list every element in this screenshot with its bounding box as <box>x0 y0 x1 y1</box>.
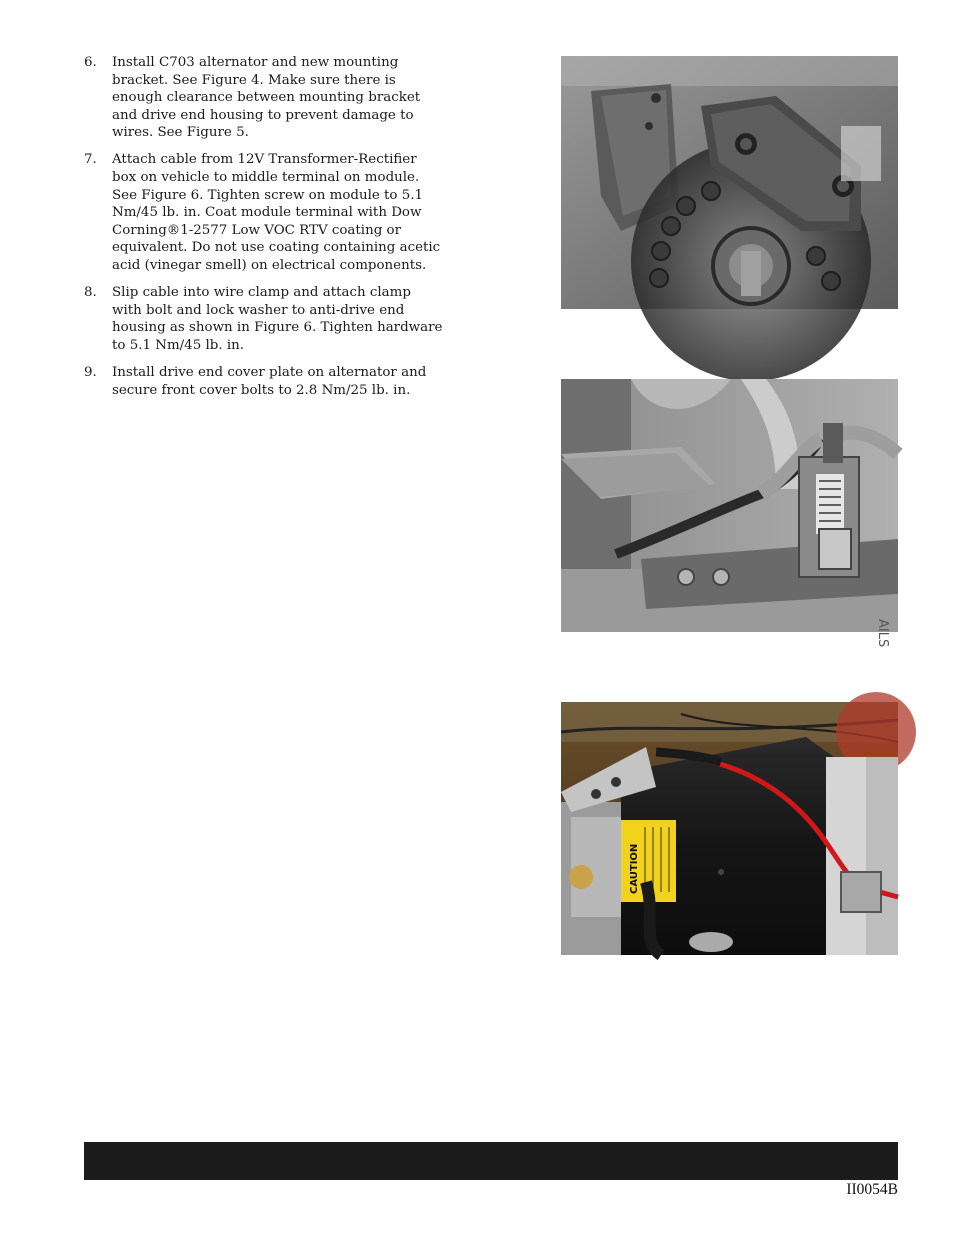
step-item <box>84 284 444 354</box>
step-text: Install C703 alternator and new mounting bracket. See Figure 4. Make sure there is enough clearance between mounting bracket and drive end housing to prevent damage to wires. See Figure 5. <box>112 55 421 141</box>
step-number: 7. <box>84 152 97 168</box>
figure-6-photo <box>561 702 898 955</box>
rails-label: AILS <box>875 619 890 648</box>
step-number: 9. <box>84 365 97 380</box>
document-id: II0054B <box>846 1181 898 1198</box>
step-text: Install drive end cover plate on alternator and secure front cover bolts to 2.8 Nm/25 lb. in. <box>112 365 427 398</box>
step-number: 8. <box>84 285 97 301</box>
cable-module-image <box>561 702 898 955</box>
step-item <box>84 151 444 274</box>
step-number: 6. <box>84 55 97 70</box>
caution-label: CAUTION <box>629 843 640 894</box>
bracket-clearance-image <box>561 379 898 648</box>
figure-4-photo <box>561 56 898 309</box>
step-item <box>84 54 444 142</box>
step-text: Attach cable from 12V Transformer-Rectifier box on vehicle to middle terminal on module. See Figure 6. Tighten screw on module to 5.1 Nm/45 lb. in. Coat module terminal with Dow Corning®1-2577 Low VOC RTV coating or equivalent. Do not use coating containing acetic acid (vinegar smell) on electrical components. <box>112 152 441 274</box>
footer-bar <box>84 1142 898 1180</box>
alternator-bracket-image <box>561 56 898 309</box>
step-text: Slip cable into wire clamp and attach clamp with bolt and lock washer to anti-drive end housing as shown in Figure 6. Tighten hardware to 5.1 Nm/45 lb. in. <box>112 285 443 353</box>
step-item <box>84 364 444 399</box>
installation-steps <box>84 54 444 409</box>
figure-5-photo <box>561 379 898 648</box>
